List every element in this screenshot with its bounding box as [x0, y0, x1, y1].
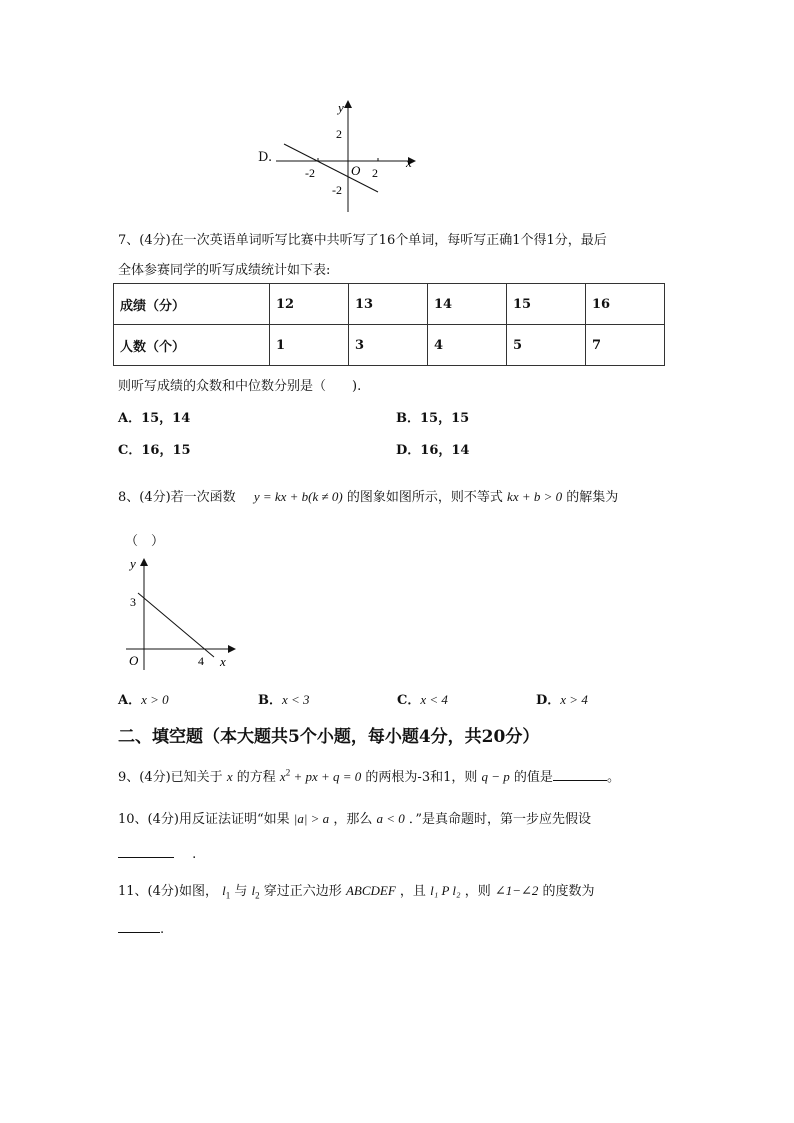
- q8-graph: [114, 555, 238, 670]
- q11-l1-base: l: [222, 883, 226, 898]
- q11-hexagon: ABCDEF: [345, 883, 396, 898]
- table-cell: 人数（个）: [114, 325, 270, 366]
- q11-answer-line: [118, 920, 164, 937]
- q11-angle: ∠1−∠2: [494, 883, 539, 898]
- q10-mid: ，那么: [333, 812, 373, 827]
- q8-option-d[interactable]: [536, 689, 588, 708]
- table-cell: 15: [507, 284, 586, 325]
- y-axis-arrow: [140, 558, 148, 566]
- x-axis-label: x: [220, 654, 226, 669]
- tick-label-y-neg: -2: [332, 183, 342, 197]
- q11-end: .: [160, 922, 165, 937]
- table-cell: 4: [428, 325, 507, 366]
- q10-stem: [118, 808, 591, 827]
- origin-label: O: [129, 653, 139, 668]
- q10-prefix: 10、(4分)用反证法证明“如果: [118, 812, 290, 827]
- q11-stem: [118, 880, 595, 901]
- table-cell: 成绩（分）: [114, 284, 270, 325]
- q8-function: y = kx + b(k ≠ 0): [253, 489, 343, 504]
- q11-mid1: 与: [234, 884, 248, 899]
- tick-label-x-pos: 2: [372, 166, 378, 180]
- q11-answer-blank[interactable]: [118, 920, 160, 933]
- q7-option-d[interactable]: D．16，14: [396, 443, 470, 458]
- q6-option-d-graph: [276, 98, 416, 216]
- table-row: [114, 284, 665, 325]
- q8-option-b-expr: x < 3: [282, 692, 310, 707]
- q7-score-table: [113, 283, 665, 366]
- q8-option-c-label: C．: [397, 693, 421, 708]
- x-axis-arrow: [228, 645, 236, 653]
- table-cell: 5: [507, 325, 586, 366]
- q7-line1: 7、(4分)在一次英语单词听写比赛中共听写了16个单词，每听写正确1个得1分，最后: [118, 233, 607, 248]
- q9-mid: 的方程: [236, 770, 276, 785]
- q8-option-a[interactable]: [118, 689, 169, 708]
- q8-stem: [118, 486, 618, 505]
- table-cell: 14: [428, 284, 507, 325]
- q8-option-a-expr: x > 0: [141, 692, 169, 707]
- q7-option-b[interactable]: B．15，15: [396, 411, 470, 426]
- table-cell: 16: [586, 284, 665, 325]
- q11-parallel: l₁ P l₂: [430, 883, 461, 898]
- q11-suffix: 的度数为: [542, 884, 595, 899]
- q8-option-b-label: B．: [258, 693, 282, 708]
- q9-var: x: [226, 769, 233, 784]
- tick-label-y-pos: 2: [336, 127, 342, 141]
- q11-mid3: ，且: [399, 884, 426, 899]
- y-intercept-label: 3: [130, 595, 136, 609]
- q10-concl: a < 0: [376, 811, 405, 826]
- q8-prefix: 8、(4分)若一次函数: [118, 490, 236, 505]
- q10-cond: |a| > a: [293, 811, 330, 826]
- x-intercept-label: 4: [198, 654, 204, 668]
- q10-end: .: [192, 847, 197, 862]
- q9-after: 的两根为-3和1，则: [365, 770, 478, 785]
- q9-end: 。: [606, 770, 620, 785]
- q11-prefix: 11、(4分)如图，: [118, 884, 218, 899]
- q9-stem: [118, 766, 620, 785]
- q11-l2: $l_2$: [251, 883, 260, 901]
- q8-inequality: kx + b > 0: [507, 489, 563, 504]
- q9-expr: q − p: [481, 769, 510, 784]
- function-line: [138, 593, 214, 657]
- q8-option-c[interactable]: [397, 689, 448, 708]
- q9-equation: $x^2$ + px + q = 0: [279, 767, 362, 784]
- q10-suffix: ．”是真命题时，第一步应先假设: [408, 812, 592, 827]
- table-cell: 12: [270, 284, 349, 325]
- q11-l1: $l_1$: [222, 883, 231, 901]
- q9-prefix: 9、(4分)已知关于: [118, 770, 223, 785]
- table-row: [114, 325, 665, 366]
- q7-question: 则听写成绩的众数和中位数分别是（ ).: [118, 379, 362, 394]
- q8-option-c-expr: x < 4: [420, 692, 448, 707]
- origin-label: O: [351, 163, 361, 178]
- q8-option-d-expr: x > 4: [560, 692, 588, 707]
- q9-eq-base: x: [279, 769, 286, 784]
- q7-option-a[interactable]: A．15，14: [118, 411, 191, 426]
- q8-middle: 的图象如图所示，则不等式: [346, 490, 503, 505]
- q9-eq-rest: + px + q = 0: [290, 769, 362, 784]
- q10-answer-blank[interactable]: [118, 845, 174, 858]
- y-axis-label: y: [130, 556, 136, 571]
- table-cell: 13: [349, 284, 428, 325]
- q11-l2-base: l: [251, 883, 256, 898]
- q7-line2: 全体参赛同学的听写成绩统计如下表:: [118, 263, 331, 278]
- q10-answer-line: [118, 845, 196, 862]
- q9-suffix: 的值是: [513, 770, 553, 785]
- q11-mid2: 穿过正六边形: [263, 884, 342, 899]
- q6-option-d-label[interactable]: D.: [258, 150, 273, 165]
- q8-option-d-label: D．: [536, 693, 561, 708]
- table-cell: 7: [586, 325, 665, 366]
- y-axis-label: y: [338, 100, 344, 115]
- y-axis-arrow: [344, 100, 352, 108]
- q8-option-a-label: A．: [118, 693, 142, 708]
- table-cell: 1: [270, 325, 349, 366]
- section-2-title: 二、填空题（本大题共5个小题，每小题4分，共20分）: [118, 727, 540, 747]
- q9-answer-blank[interactable]: [553, 768, 607, 781]
- tick-label-x-neg: -2: [305, 166, 315, 180]
- x-axis-label: x: [406, 155, 412, 170]
- q8-option-b[interactable]: [258, 689, 310, 708]
- q8-paren: （ ）: [125, 534, 165, 549]
- function-line: [284, 144, 378, 192]
- q11-mid4: ，则: [464, 884, 491, 899]
- table-cell: 3: [349, 325, 428, 366]
- q8-suffix: 的解集为: [566, 490, 619, 505]
- q7-option-c[interactable]: C．16，15: [118, 443, 191, 458]
